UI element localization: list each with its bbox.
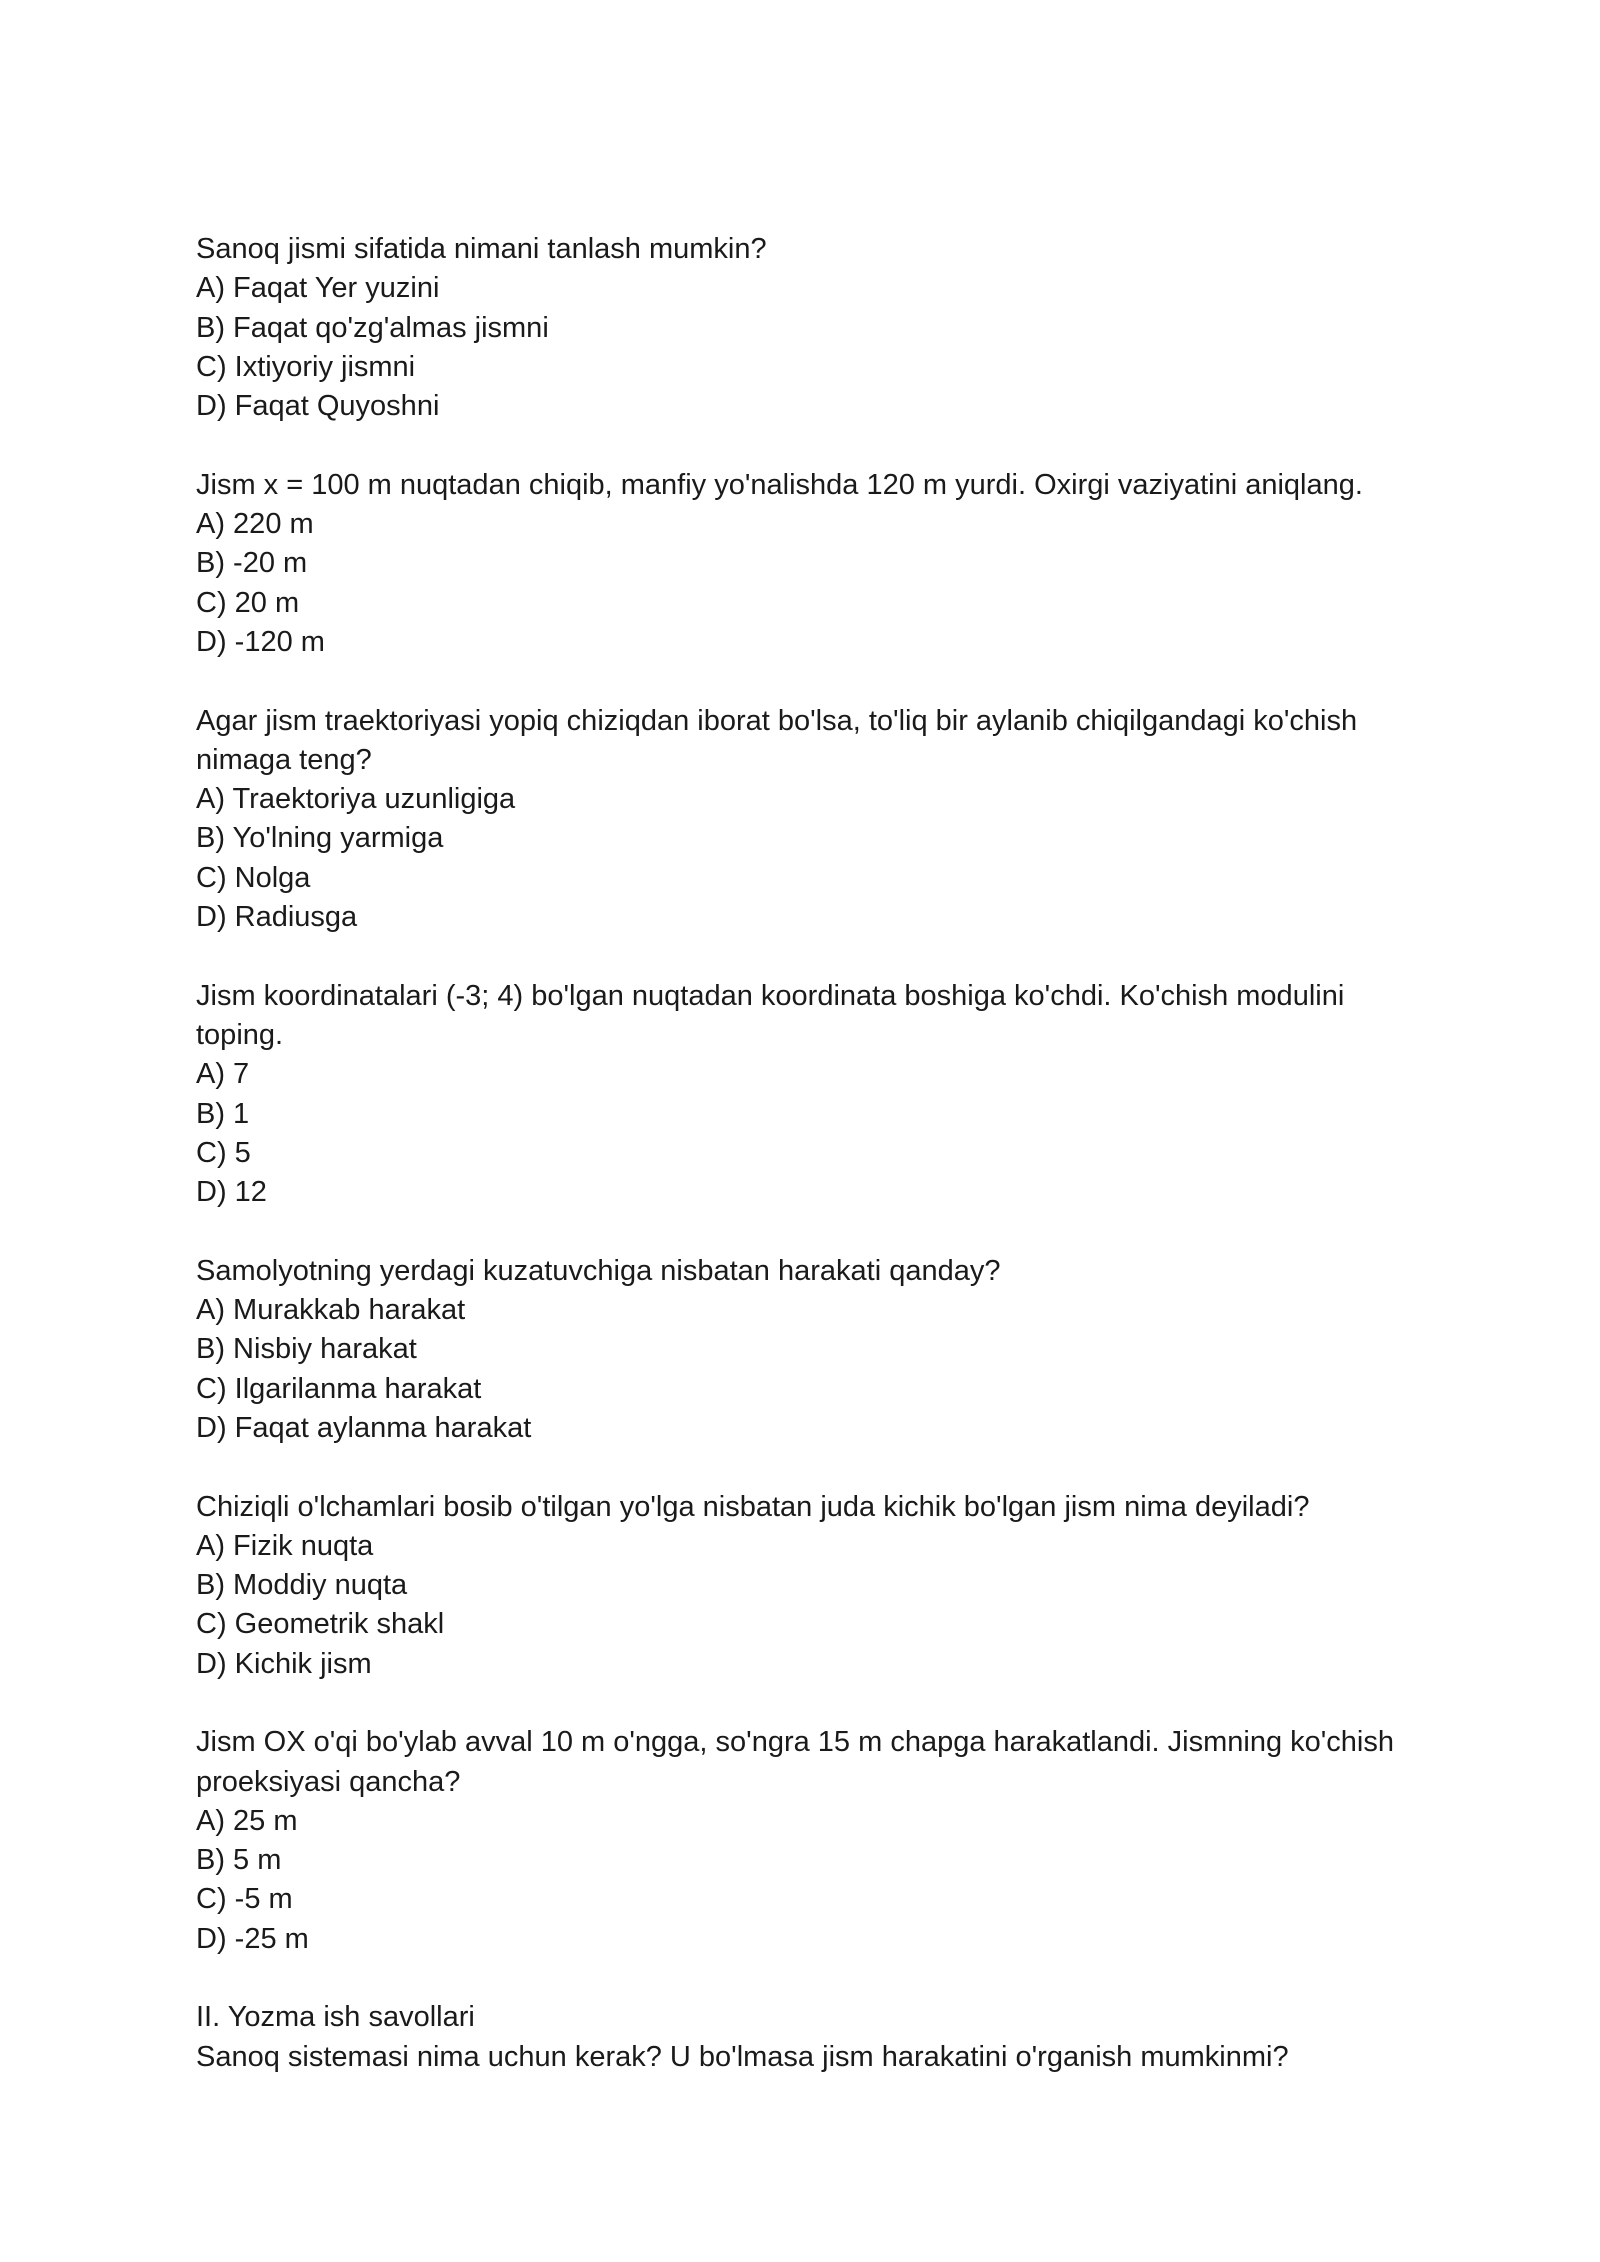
question-text: Chiziqli o'lchamlari bosib o'tilgan yo'lga nisbatan juda kichik bo'lgan jism nima deyiladi?	[196, 1490, 1310, 1523]
answer-option: D) -120 m	[196, 625, 325, 658]
answer-option: A) Murakkab harakat	[196, 1294, 466, 1327]
answer-option: C) Ixtiyoriy jismni	[196, 350, 416, 383]
answer-option: B) 5 m	[196, 1844, 282, 1877]
question-text: Agar jism traektoriyasi yopiq chiziqdan iborat bo'lsa, to'liq bir aylanib chiqilgandagi ko'chish nimaga teng?	[196, 704, 1358, 776]
answer-option: D) Radiusga	[196, 901, 358, 934]
question-text: Jism OX o'qi bo'ylab avval 10 m o'ngga, so'ngra 15 m chapga harakatlandi. Jismning ko'chish proeksiyasi qancha?	[196, 1726, 1394, 1798]
question-block	[196, 1488, 1416, 1684]
question-block	[196, 702, 1416, 938]
section-heading: II. Yozma ish savollari	[196, 2001, 475, 2034]
document-page	[196, 230, 1416, 2077]
answer-option: B) 1	[196, 1097, 250, 1130]
answer-option: D) 12	[196, 1176, 267, 1209]
question-block	[196, 1252, 1416, 1448]
answer-option: D) Faqat Quyoshni	[196, 390, 440, 423]
answer-option: B) Yo'lning yarmiga	[196, 822, 444, 855]
question-block	[196, 230, 1416, 426]
answer-option: A) 220 m	[196, 508, 314, 541]
answer-option: D) -25 m	[196, 1922, 309, 1955]
written-section	[196, 1998, 1416, 2077]
question-text: Jism x = 100 m nuqtadan chiqib, manfiy yo'nalishda 120 m yurdi. Oxirgi vaziyatini aniqlang.	[196, 468, 1363, 501]
answer-option: B) -20 m	[196, 547, 308, 580]
answer-option: B) Faqat qo'zg'almas jismni	[196, 311, 549, 344]
question-text: Jism koordinatalari (-3; 4) bo'lgan nuqtadan koordinata boshiga ko'chdi. Ko'chish modulini toping.	[196, 979, 1345, 1051]
answer-option: B) Nisbiy harakat	[196, 1333, 417, 1366]
answer-option: C) 20 m	[196, 586, 300, 619]
answer-option: B) Moddiy nuqta	[196, 1569, 408, 1602]
question-text: Samolyotning yerdagi kuzatuvchiga nisbatan harakati qanday?	[196, 1254, 1001, 1287]
question-block	[196, 977, 1416, 1213]
answer-option: A) Traektoriya uzunligiga	[196, 783, 516, 816]
answer-option: C) Nolga	[196, 861, 311, 894]
answer-option: A) 25 m	[196, 1804, 298, 1837]
answer-option: C) Ilgarilanma harakat	[196, 1372, 482, 1405]
question-text: Sanoq jismi sifatida nimani tanlash mumkin?	[196, 233, 767, 265]
answer-option: D) Faqat aylanma harakat	[196, 1411, 532, 1444]
answer-option: D) Kichik jism	[196, 1647, 372, 1680]
answer-option: A) 7	[196, 1058, 250, 1091]
answer-option: C) -5 m	[196, 1883, 293, 1916]
question-block	[196, 1723, 1416, 1959]
written-question: Sanoq sistemasi nima uchun kerak? U bo'lmasa jism harakatini o'rganish mumkinmi?	[196, 2040, 1289, 2073]
answer-option: A) Faqat Yer yuzini	[196, 272, 440, 305]
answer-option: C) 5	[196, 1136, 251, 1169]
question-block	[196, 466, 1416, 662]
answer-option: A) Fizik nuqta	[196, 1529, 374, 1562]
answer-option: C) Geometrik shakl	[196, 1608, 445, 1641]
